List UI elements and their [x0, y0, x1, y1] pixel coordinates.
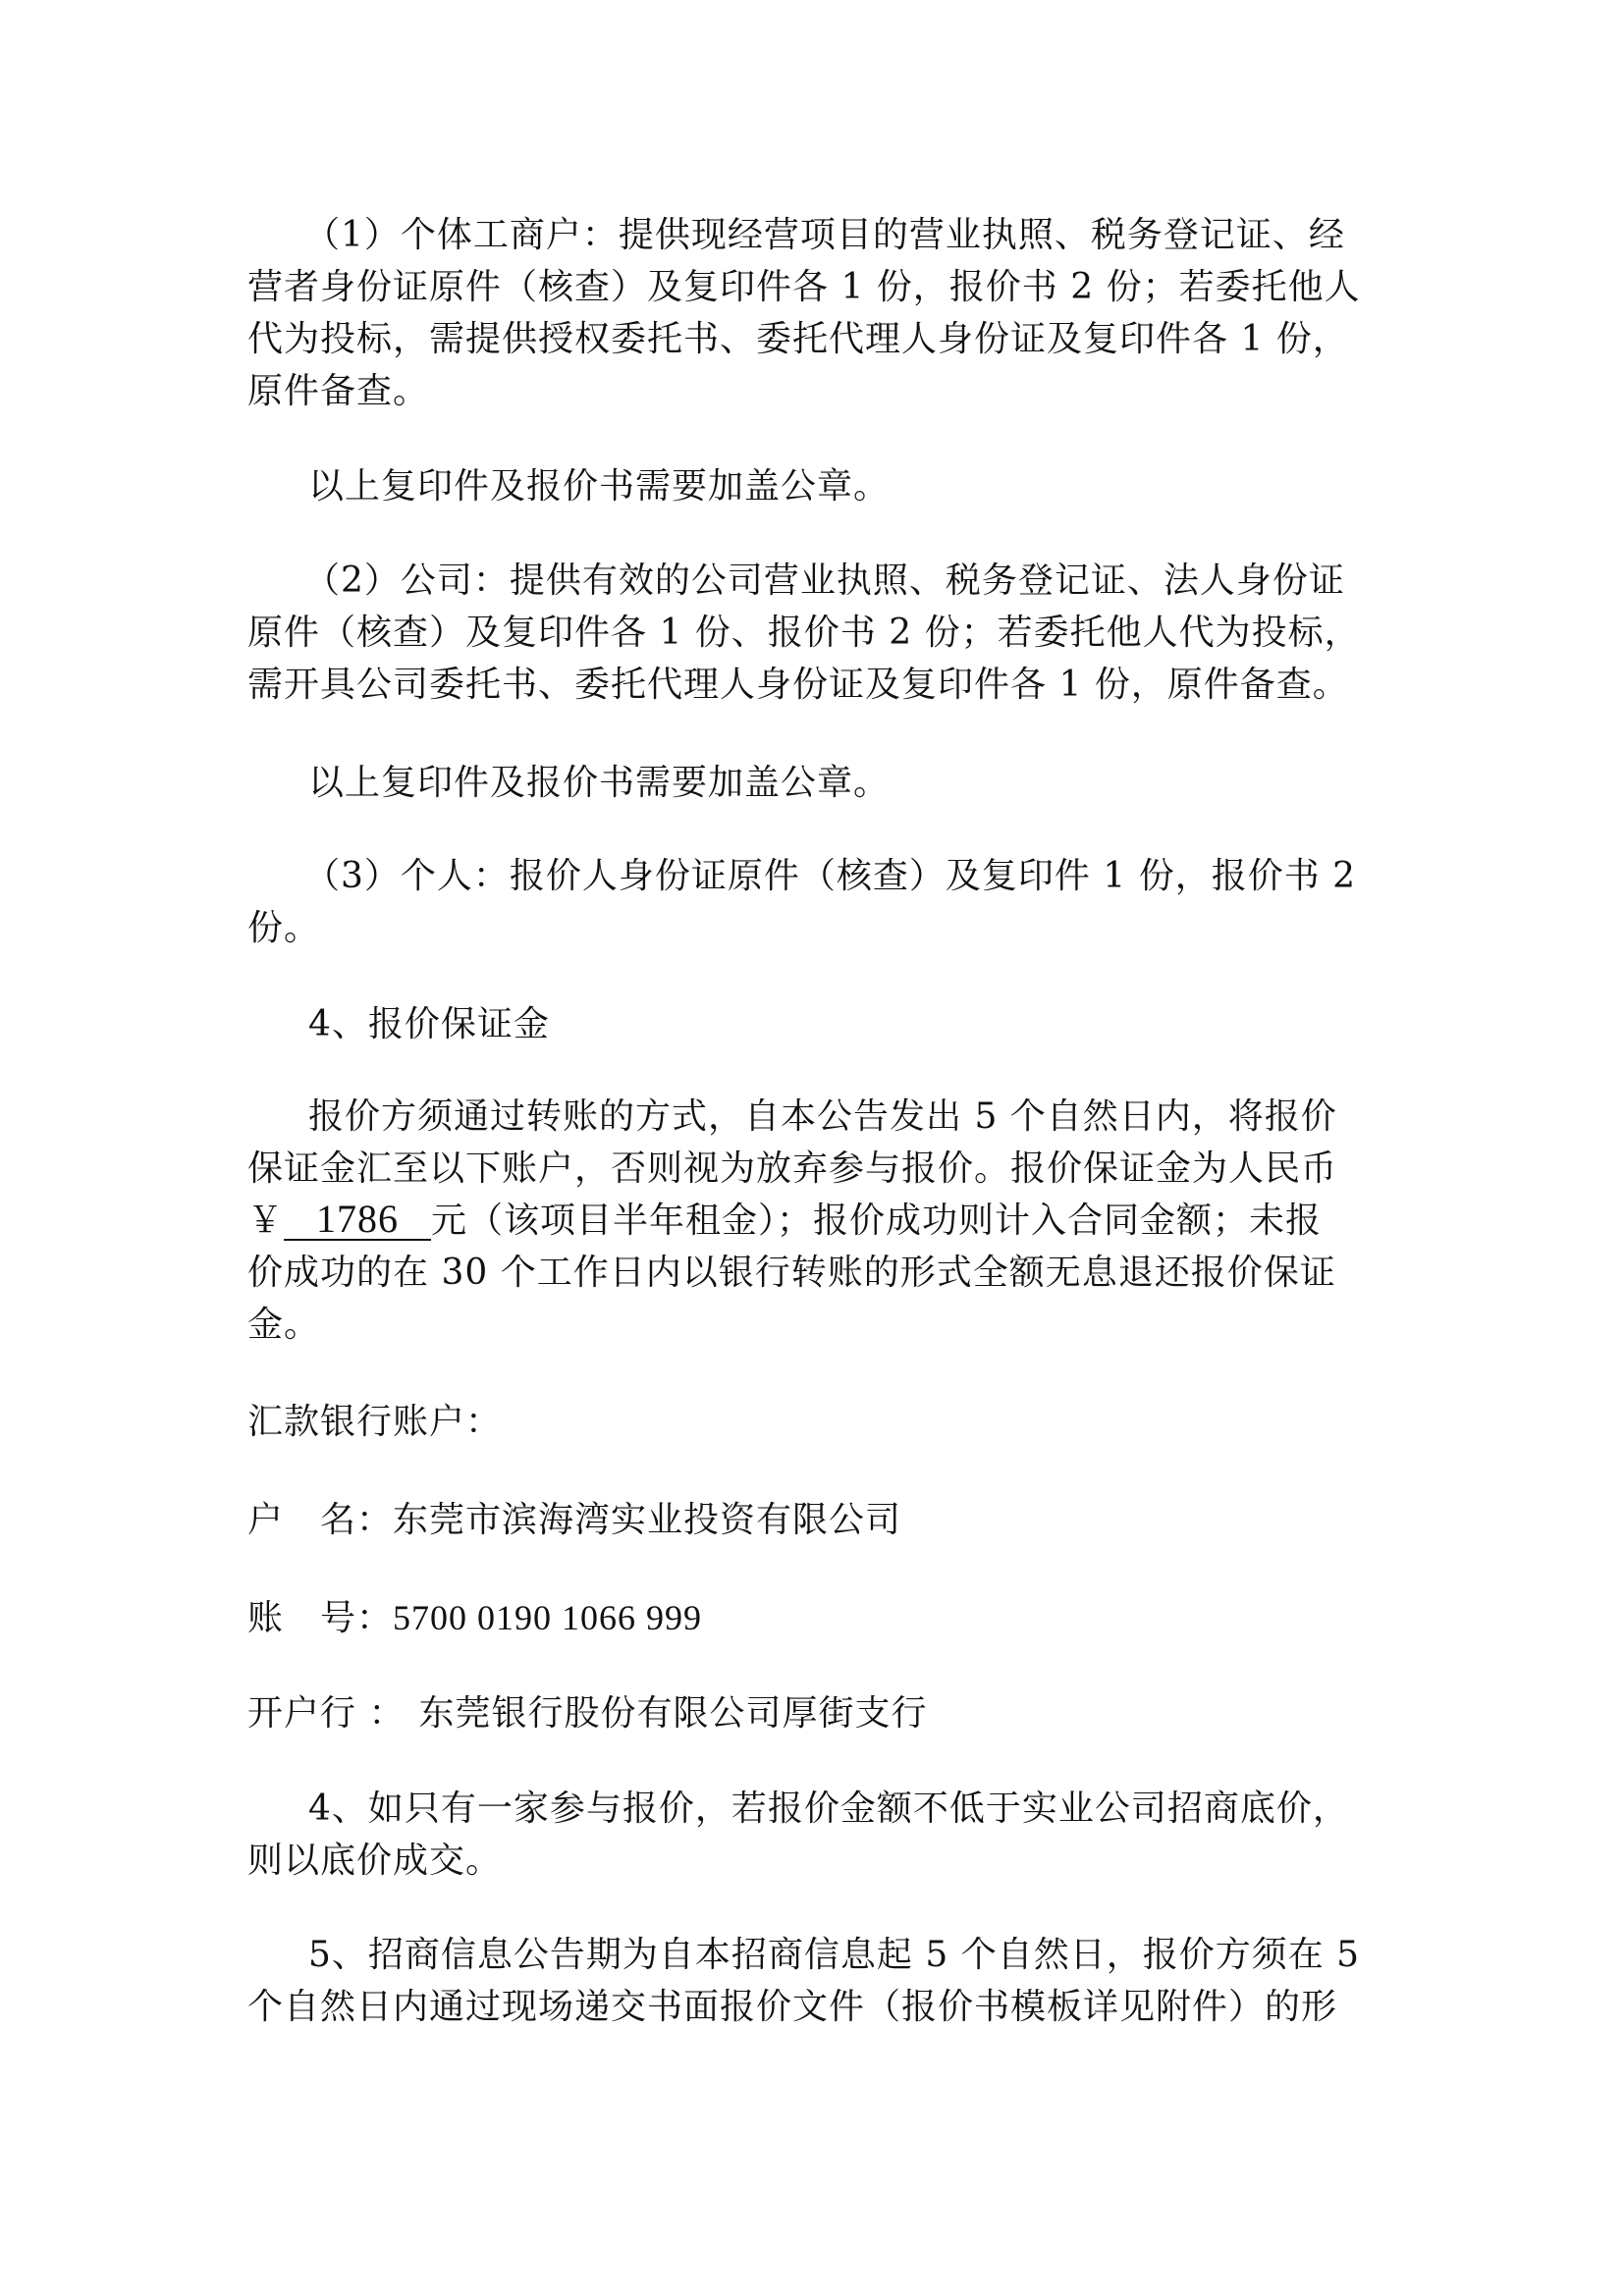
text-line: 份。: [247, 908, 321, 948]
paragraph-notice-period: [247, 1929, 1386, 2033]
account-name-value: 东莞市滨海湾实业投资有限公司: [393, 1500, 902, 1540]
text-line: 5、招商信息公告期为自本招商信息起 5 个自然日，报价方须在 5: [308, 1935, 1361, 1975]
bank-account-heading: [247, 1396, 1386, 1448]
text-line: 保证金汇至以下账户，否则视为放弃参与报价。报价保证金为人民币: [247, 1148, 1338, 1189]
section-heading-deposit: [247, 998, 1386, 1050]
account-number-label: 账 号：: [247, 1598, 394, 1638]
text-line: 4、报价保证金: [308, 1004, 550, 1044]
text-line: 营者身份证原件（核查）及复印件各 1 份，报价书 2 份；若委托他人: [247, 267, 1361, 307]
account-name-label: 户 名：: [247, 1500, 394, 1540]
text-line: （1）个体工商户：提供现经营项目的营业执照、税务登记证、经: [304, 215, 1345, 255]
account-bank-row: [247, 1687, 1386, 1739]
text-line: [247, 1195, 1386, 1247]
paragraph-single-bidder: [247, 1783, 1386, 1887]
paragraph-seal-note-1: [247, 460, 1386, 512]
text-line: 需开具公司委托书、委托代理人身份证及复印件各 1 份，原件备查。: [247, 665, 1349, 705]
paragraph-company: [247, 555, 1386, 711]
text-line: 价成功的在 30 个工作日内以银行转账的形式全额无息退还报价保证: [247, 1253, 1336, 1293]
account-number-value: 5700 0190 1066 999: [393, 1598, 702, 1637]
currency-symbol: ￥: [247, 1201, 285, 1241]
text-line: 报价方须通过转账的方式，自本公告发出 5 个自然日内，将报价: [308, 1096, 1337, 1137]
deposit-suffix-text: 元（该项目半年租金）；报价成功则计入合同金额；未报: [431, 1201, 1323, 1241]
text-line: 汇款银行账户：: [247, 1402, 503, 1442]
text-line: 个自然日内通过现场递交书面报价文件（报价书模板详见附件）的形: [247, 1987, 1338, 2027]
text-line: 4、如只有一家参与报价，若报价金额不低于实业公司招商底价，: [308, 1789, 1349, 1829]
text-line: 原件（核查）及复印件各 1 份、报价书 2 份；若委托他人代为投标，: [247, 613, 1361, 653]
paragraph-individual-business: [247, 209, 1386, 417]
paragraph-seal-note-2: [247, 757, 1386, 809]
account-name-row: [247, 1494, 1386, 1546]
text-line: 金。: [247, 1305, 321, 1345]
deposit-amount: 1786: [284, 1200, 431, 1241]
text-line: （2）公司：提供有效的公司营业执照、税务登记证、法人身份证: [304, 561, 1345, 601]
text-line: 以上复印件及报价书需要加盖公章。: [308, 466, 891, 507]
text-line: 原件备查。: [247, 371, 430, 411]
text-line: 以上复印件及报价书需要加盖公章。: [308, 763, 891, 803]
paragraph-individual: [247, 850, 1386, 954]
paragraph-deposit-terms: [247, 1091, 1386, 1351]
text-line: 则以底价成交。: [247, 1841, 503, 1881]
account-number-row: [247, 1592, 1386, 1644]
account-bank-value: 东莞银行股份有限公司厚街支行: [418, 1693, 928, 1734]
text-line: 代为投标，需提供授权委托书、委托代理人身份证及复印件各 1 份，: [247, 319, 1349, 359]
text-line: （3）个人：报价人身份证原件（核查）及复印件 1 份，报价书 2: [304, 856, 1357, 896]
account-bank-label: 开户行 ：: [247, 1693, 406, 1734]
